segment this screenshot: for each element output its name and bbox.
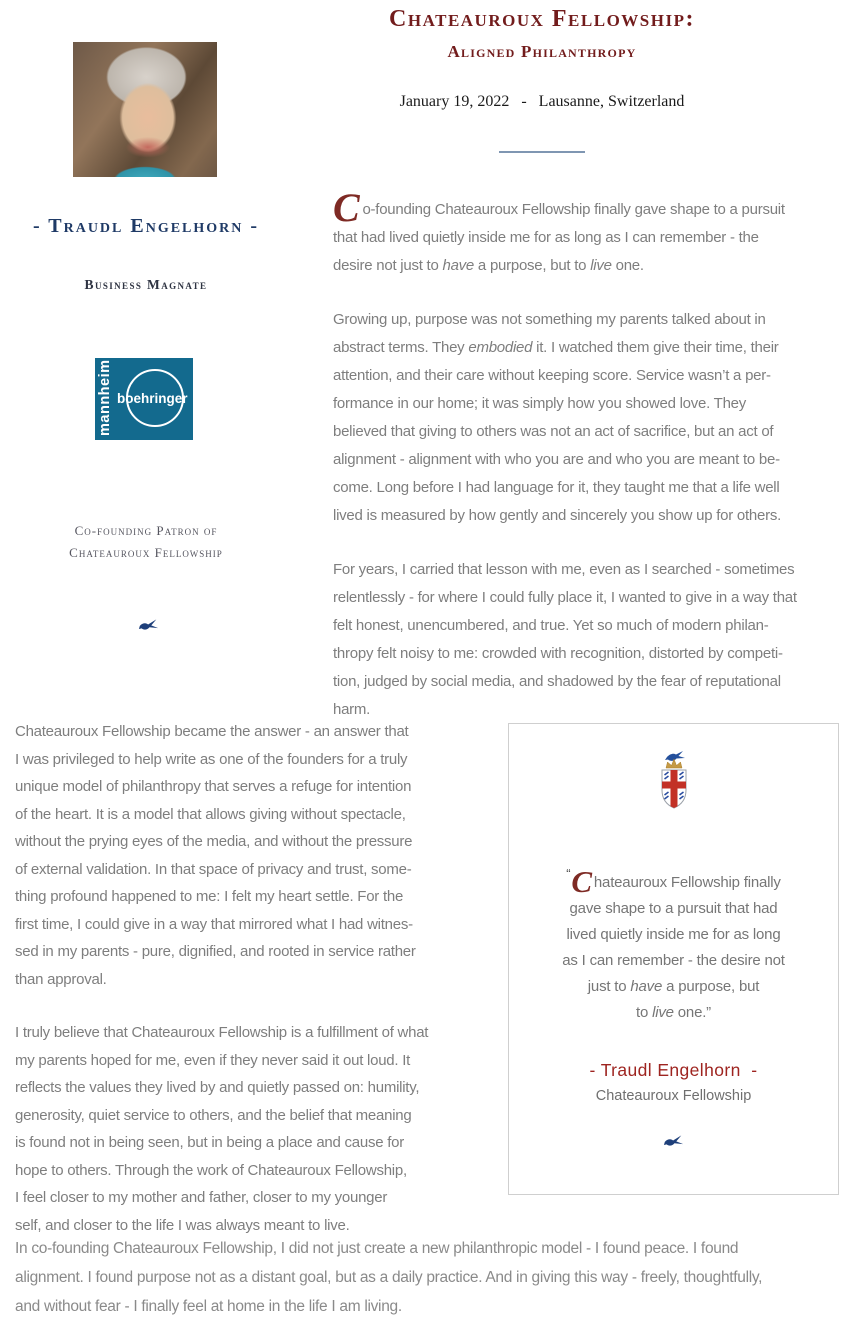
patron-line-2: Chateauroux Fellowship: [69, 545, 223, 560]
quote-text: [524, 861, 824, 1026]
swallow-bird-icon: [138, 617, 160, 631]
paragraph: [333, 306, 858, 530]
quote-attribution: - Traudl Engelhorn -: [589, 1060, 758, 1080]
paragraph-text: Growing up, purpose was not something my parents talked about in abstract terms. They embodied it. I watched them give their time, their attention, and their care without keeping score. Service wasn’t a per- formance in our home; it was simply how you showed love. They believed that giving to others was not an act of sacrifice, but an act of alignment - alignment with who you are and who you are meant to be- come. Long before I had language for it, they taught me that a life well lived is measured by how gently and sincerely you show up for others.: [333, 311, 781, 524]
boehringer-mannheim-logo: [95, 358, 193, 440]
article-column: [333, 185, 858, 750]
heraldic-crest-icon: [509, 750, 838, 819]
document-header: [222, 6, 858, 153]
profile-role: Business Magnate: [84, 277, 208, 292]
patron-caption: [0, 520, 292, 564]
dateline: January 19, 2022 - Lausanne, Switzerland: [399, 93, 685, 110]
page-title: Chateauroux Fellowship:: [389, 6, 695, 32]
portrait-photo: [73, 42, 217, 177]
paragraph-text: o-founding Chateauroux Fellowship finally gave shape to a pursuit that had lived quietly inside me for as long as I can remember - the desire not just to have a purpose, but to live one.: [333, 201, 785, 274]
swallow-bird-icon: [509, 1133, 838, 1147]
open-quote-mark: “: [566, 866, 571, 881]
profile-name: - Traudl Engelhorn -: [32, 215, 260, 237]
paragraph-text: In co-founding Chateauroux Fellowship, I did not just create a new philanthropic model - I found peace. I found alignment. I found purpose not as a distant goal, but as a daily practice. And in giving this way - freely, thoughtfully, and without fear - I finally feel at home in the life I am living.: [15, 1240, 763, 1315]
paragraph: [15, 718, 507, 993]
quote-dropcap: C: [571, 864, 592, 899]
logo-word: boehringer: [117, 391, 188, 406]
header-divider: [499, 151, 585, 153]
paragraph-text: I truly believe that Chateauroux Fellowship is a fulfillment of what my parents hoped for me, even if they never said it out loud. It reflects the values they lived by and quietly passed on: humility, generosity, quiet service to others, and the belief that meaning is found not in being seen, but in being a place and cause for hope to others. Through the work of Chateauroux Fellowship, I feel closer to my mother and father, closer to my younger self, and closer to the life I was always meant to live.: [15, 1024, 429, 1234]
paragraph-text: For years, I carried that lesson with me, even as I searched - sometimes relentlessly - for where I could fully place it, I wanted to give in a way that felt honest, unencumbered, and true. Yet so much of modern philan- thropy felt noisy to me: crowded with recognition, distorted by competi- tion, judged by social media, and shadowed by the fear of reputational harm.: [333, 561, 797, 718]
quote-organization: Chateauroux Fellowship: [595, 1088, 752, 1104]
page-subtitle: Aligned Philanthropy: [447, 42, 637, 61]
paragraph-text: Chateauroux Fellowship became the answer - an answer that I was privileged to help write as one of the founders for a truly unique model of philanthropy that serves a refuge for intention of the heart. It is a model that allows giving without spectacle, without the prying eyes of the media, and without the pressure of external validation. In that space of privacy and trust, some- thing profound happened to me: I felt my heart settle. For the first time, I could give in a way that mirrored what I had witnes- sed in my parents - pure, dignified, and rooted in service rather than approval.: [15, 723, 416, 988]
patron-line-1: Co-founding Patron of: [74, 523, 218, 538]
article-lower-left: [15, 718, 507, 1265]
quote-lines: hateauroux Fellowship finally gave shape to a pursuit that had lived quietly inside me for as long as I can remember - the desire not just to have a purpose, but to live one.”: [562, 874, 785, 1021]
paragraph: [333, 185, 858, 280]
closing-paragraph: [15, 1234, 850, 1318]
paragraph: [333, 556, 858, 724]
dropcap-initial: C: [333, 185, 360, 230]
pull-quote-box: [508, 723, 839, 1195]
paragraph: [15, 1019, 507, 1239]
logo-vertical-text: mannheim: [97, 359, 113, 436]
